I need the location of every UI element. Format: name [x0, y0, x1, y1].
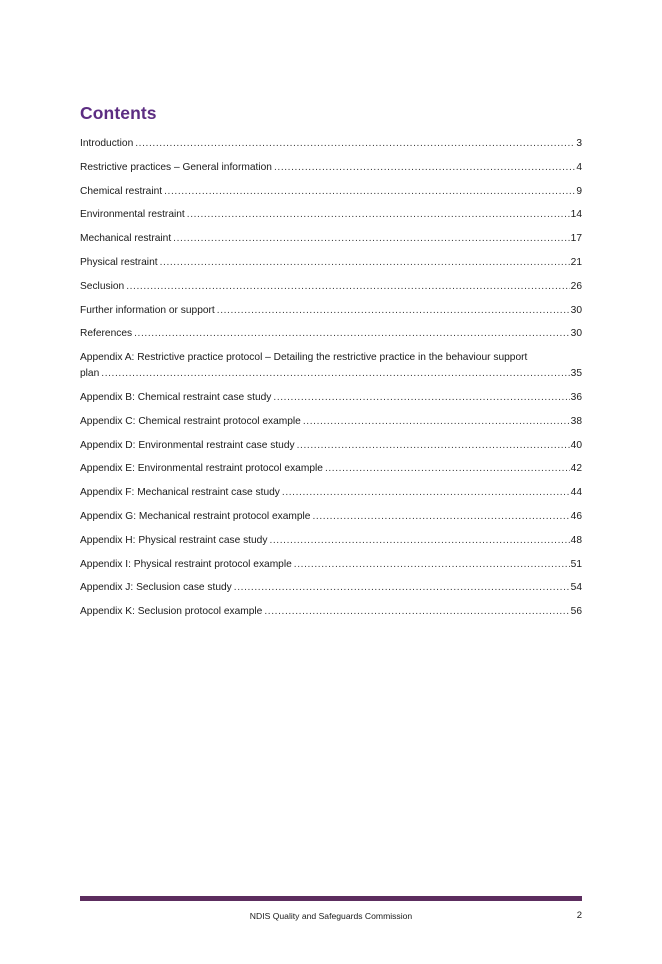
toc-entry-title: Introduction: [80, 138, 134, 149]
toc-entry-title: Chemical restraint: [80, 185, 163, 197]
toc-entry-page: 14: [570, 209, 582, 221]
toc-entry-appendix-b[interactable]: [80, 390, 582, 406]
toc-entry-title: Appendix K: Seclusion protocol example: [80, 606, 263, 618]
toc-entry-appendix-e[interactable]: [80, 461, 582, 477]
footer-page-number: 2: [576, 910, 582, 921]
toc-entry-page: 48: [570, 534, 582, 546]
toc-entry-further-information[interactable]: [80, 303, 582, 319]
contents-heading: Contents: [80, 103, 157, 123]
toc-dot-leader: [126, 279, 569, 295]
toc-entry-appendix-h[interactable]: [80, 533, 582, 549]
toc-entry-page: 54: [570, 582, 582, 594]
toc-entry-appendix-a[interactable]: [80, 350, 582, 382]
toc-entry-title: Seclusion: [80, 280, 125, 292]
toc-entry-appendix-k[interactable]: [80, 604, 582, 620]
toc-entry-title: Environmental restraint: [80, 209, 185, 221]
toc-dot-leader: [273, 390, 569, 406]
toc-entry-title: References: [80, 328, 133, 340]
table-of-contents: [80, 136, 582, 628]
toc-entry-title: Appendix H: Physical restraint case study: [80, 534, 268, 546]
toc-dot-leader: [134, 326, 570, 342]
toc-dot-leader: [269, 533, 569, 549]
toc-entry-page: 38: [570, 415, 582, 427]
toc-entry-page: 26: [570, 280, 582, 292]
toc-dot-leader: [297, 438, 570, 454]
toc-entry-title: Mechanical restraint: [80, 233, 172, 245]
toc-entry-page: 4: [576, 161, 582, 173]
toc-entry-seclusion[interactable]: [80, 279, 582, 295]
toc-entry-appendix-c[interactable]: [80, 414, 582, 430]
toc-entry-page: 30: [570, 304, 582, 316]
toc-entry-page: 56: [570, 606, 582, 618]
toc-entry-appendix-d[interactable]: [80, 438, 582, 454]
toc-entry-references[interactable]: [80, 326, 582, 342]
toc-entry-page: 17: [570, 233, 582, 245]
toc-dot-leader: [264, 604, 569, 620]
toc-entry-chemical-restraint[interactable]: [80, 184, 582, 200]
toc-entry-title: Appendix B: Chemical restraint case study: [80, 391, 272, 403]
toc-entry-page: 9: [576, 185, 582, 197]
toc-entry-title: Appendix D: Environmental restraint case study: [80, 439, 295, 451]
toc-entry-title: Appendix J: Seclusion case study: [80, 582, 232, 594]
toc-entry-title: Appendix G: Mechanical restraint protocol example: [80, 510, 311, 522]
toc-entry-appendix-f[interactable]: [80, 485, 582, 501]
toc-dot-leader: [160, 255, 570, 271]
toc-entry-title: Physical restraint: [80, 256, 158, 268]
toc-entry-page: 51: [570, 558, 582, 570]
toc-dot-leader: [274, 160, 575, 176]
toc-entry-page: 36: [570, 391, 582, 403]
toc-dot-leader: [217, 303, 570, 319]
toc-entry-page: 40: [570, 439, 582, 451]
toc-dot-leader: [187, 207, 570, 223]
toc-dot-leader: [325, 461, 570, 477]
toc-entry-mechanical-restraint[interactable]: [80, 231, 582, 247]
toc-entry-page: 3: [576, 138, 582, 149]
toc-entry-title: Appendix I: Physical restraint protocol example: [80, 558, 292, 570]
toc-dot-leader: [164, 184, 575, 200]
toc-entry-appendix-j[interactable]: [80, 580, 582, 596]
toc-entry-introduction[interactable]: [80, 136, 582, 152]
footer-organisation: NDIS Quality and Safeguards Commission: [249, 911, 413, 921]
toc-entry-general-information[interactable]: [80, 160, 582, 176]
footer-divider-bar: [80, 896, 582, 901]
toc-entry-title-line1: Appendix A: Restrictive practice protocol – Detailing the restrictive practice in the behaviour support: [80, 352, 528, 364]
toc-entry-page: 35: [570, 368, 582, 380]
toc-dot-leader: [282, 485, 570, 501]
toc-entry-environmental-restraint[interactable]: [80, 207, 582, 223]
toc-dot-leader: [173, 231, 569, 247]
toc-dot-leader: [303, 414, 570, 430]
toc-entry-page: 44: [570, 487, 582, 499]
toc-entry-page: 30: [570, 328, 582, 340]
toc-entry-title-line2: plan: [80, 368, 100, 380]
toc-entry-title: Appendix E: Environmental restraint protocol example: [80, 463, 323, 475]
toc-entry-title: Appendix C: Chemical restraint protocol example: [80, 415, 301, 427]
toc-dot-leader: [234, 580, 570, 596]
toc-dot-leader: [312, 509, 569, 525]
toc-entry-appendix-g[interactable]: [80, 509, 582, 525]
toc-entry-title: Further information or support: [80, 304, 215, 316]
toc-entry-page: 21: [570, 256, 582, 268]
toc-entry-title: Appendix F: Mechanical restraint case study: [80, 487, 280, 499]
toc-dot-leader: [101, 366, 569, 382]
toc-dot-leader: [135, 136, 575, 152]
toc-entry-title: Restrictive practices – General information: [80, 161, 272, 173]
toc-entry-page: 42: [570, 463, 582, 475]
toc-entry-appendix-i[interactable]: [80, 557, 582, 573]
toc-dot-leader: [294, 557, 570, 573]
toc-entry-physical-restraint[interactable]: [80, 255, 582, 271]
toc-entry-page: 46: [570, 510, 582, 522]
